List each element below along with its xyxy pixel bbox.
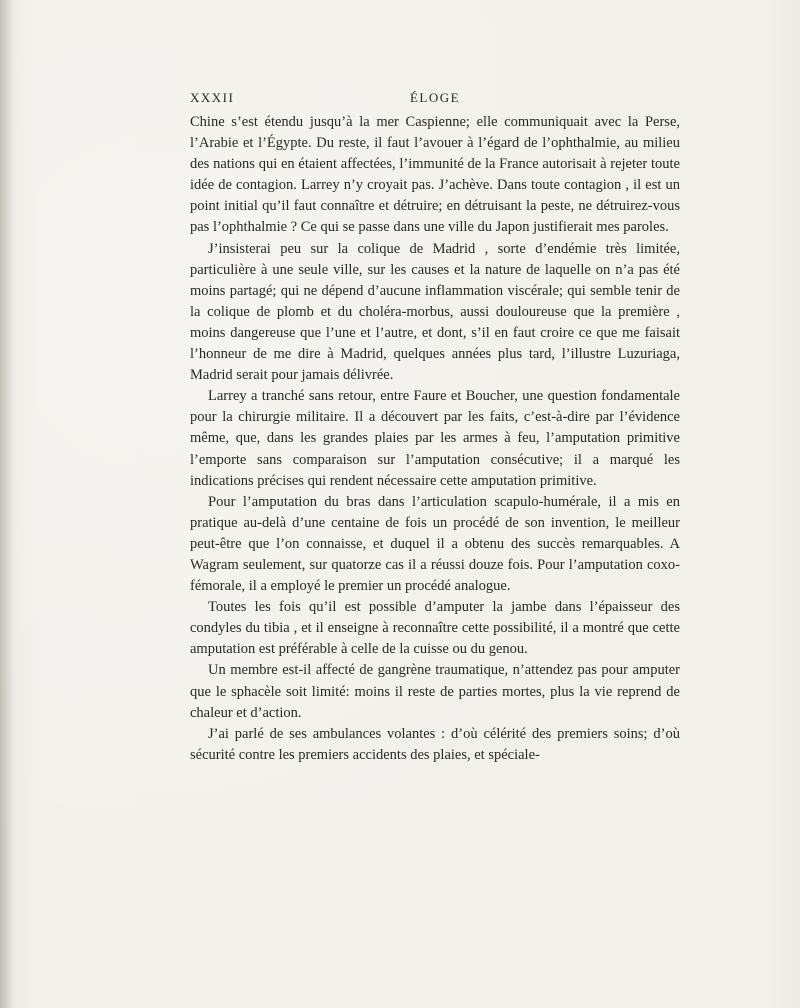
paragraph-5: Toutes les fois qu’il est possible d’amputer la jambe dans l’épaisseur des condyles du tibia , et il enseigne à reconnaître cette possibilité, il a montré que cette amputation est préférable à celle de la cuisse ou du genou. [190,599,680,658]
paragraph-7: J’ai parlé de ses ambulances volantes : d’où célérité des premiers soins; d’où sécurité contre les premiers accidents des plaies, et spéciale- [190,725,680,763]
paragraph-6: Un membre est-il affecté de gangrène traumatique, n’attendez pas pour amputer que le sphacèle soit limité: moins il reste de parties mortes, plus la vie reprend de chaleur et d’action. [190,662,680,721]
paragraph-2: J’insisterai peu sur la colique de Madrid , sorte d’endémie très limitée, particulière à une seule ville, sur les causes et la nature de laquelle on n’a pas été moins partagé; qui ne dépend d’aucune inflammation viscérale; qui semble tenir de la colique de plomb et du choléra-morbus, aussi douloureuse que la première , moins dangereuse que l’une et l’autre, et dont, s’il en faut croire ce que me faisait l’honneur de me dire à Madrid, quelques années plus tard, l’illustre Luzuriaga, Madrid serait pour jamais délivrée. [190,240,680,384]
paragraph-1: Chine s’est étendu jusqu’à la mer Caspienne; elle communiquait avec la Perse, l’Arabie et l’Égypte. Du reste, il faut l’avouer à l’égard de l’ophthalmie, au milieu des nations qui en étaient affectées, l’immunité de la France autorisait à rejeter toute idée de contagion. Larrey n’y croyait pas. J’achève. Dans toute contagion , il est un point initial qu’il faut connaître et détruire; en détruisant la peste, ne détruirez-vous pas l’ophthalmie ? Ce qui se passe dans une ville du Japon justifierait mes paroles. [190,114,680,236]
body-text [190,112,680,766]
page-gutter-shadow [0,0,14,1008]
page-number: XXXII [190,90,235,105]
running-head: ÉLOGE [409,90,461,105]
page-header [190,90,680,110]
paragraph-3: Larrey a tranché sans retour, entre Faure et Boucher, une question fondamentale pour la chirurgie militaire. Il a découvert par les faits, c’est-à-dire par l’évidence même, que, dans les grandes plaies par les armes à feu, l’amputation primitive l’emporte sans comparaison sur l’amputation consécutive; il a marqué les indications précises qui rendent nécessaire cette amputation primitive. [190,388,680,489]
paragraph-4: Pour l’amputation du bras dans l’articulation scapulo-humérale, il a mis en pratique au-delà d’une centaine de fois un procédé de son invention, le meilleur peut-être que l’on connaisse, et duquel il a obtenu des succès remarquables. A Wagram seulement, sur quatorze cas il a réussi douze fois. Pour l’amputation coxo-fémorale, il a employé le premier un procédé analogue. [190,493,680,595]
